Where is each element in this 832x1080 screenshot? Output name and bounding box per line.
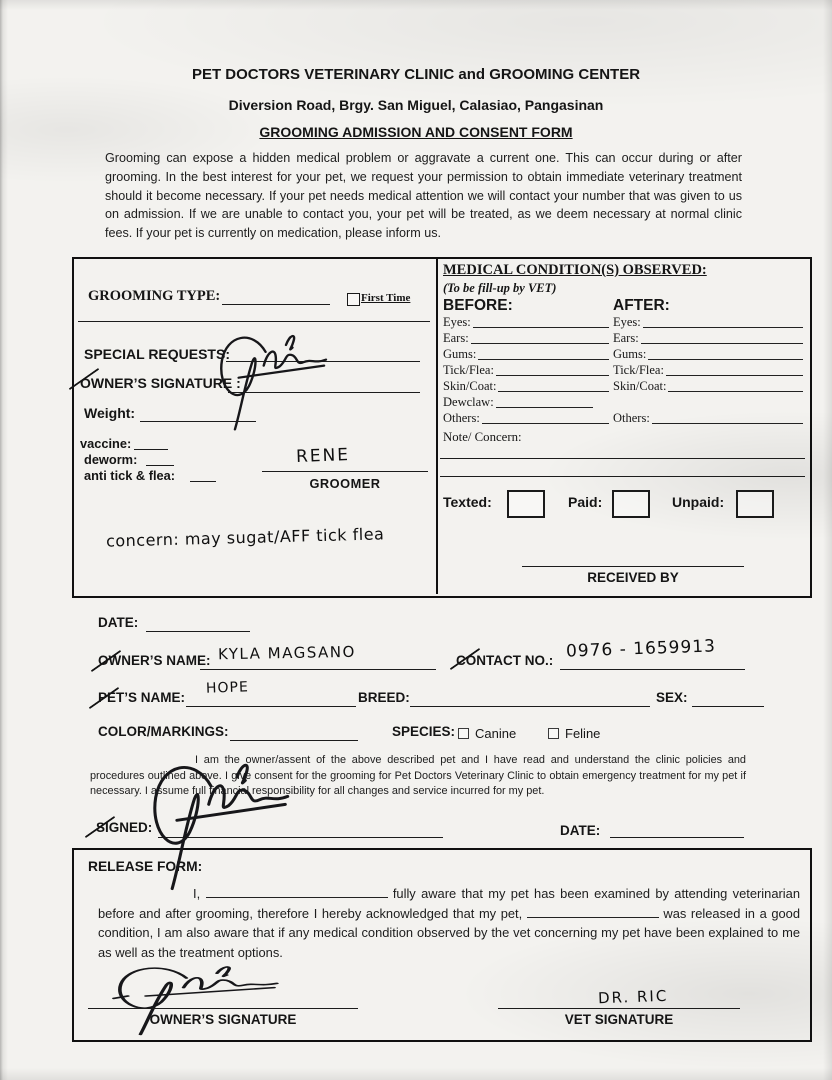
date-line [146,631,250,632]
owner-signature-label: OWNER’S SIGNATURE [149,1012,297,1027]
pets-name-label: PET’S NAME: [98,690,186,705]
release-pet-blank [527,904,659,918]
canine-checkbox [458,728,469,739]
breed-line [410,706,650,707]
paid-checkbox [612,490,650,518]
grooming-type-line2 [78,321,430,322]
signed-signature-handwriting [138,752,303,900]
color-markings-label: COLOR/MARKINGS: [98,724,229,739]
species-option-feline: Feline [548,726,600,741]
anti-tick-flea-label: anti tick & flea: [84,468,176,483]
note-concern-label: Note/ Concern: [443,430,522,444]
signed-label: SIGNED: [96,820,153,835]
species-label: SPECIES: [392,724,456,739]
form-title: GROOMING ADMISSION AND CONSENT FORM [259,124,573,140]
feline-checkbox [548,728,559,739]
owners-name-handwritten: KYLA MAGSANO [217,642,357,664]
after-row-skincoat: Skin/Coat: [613,379,803,394]
before-row-ears: Ears: [443,331,609,346]
first-time-label: First Time [361,292,411,304]
sex-label: SEX: [656,690,688,705]
owners-signature-label: OWNER’S SIGNATURE : [80,375,241,391]
groomer-label: GROOMER [309,476,381,491]
clinic-name: PET DOCTORS VETERINARY CLINIC and GROOMING CENTER [191,66,641,83]
after-row-eyes: Eyes: [613,315,803,330]
note-line-2 [440,476,805,477]
groomer-line [262,471,428,472]
pets-name-handwritten: HOPE [205,679,250,697]
unpaid-label: Unpaid: [672,494,725,510]
medical-title: MEDICAL CONDITION(S) OBSERVED: [443,262,707,278]
weight-line [140,421,256,422]
received-by-line [522,566,744,567]
vaccine-label: vaccine: [80,436,132,451]
after-label: AFTER: [613,297,670,314]
clinic-address: Diversion Road, Brgy. San Miguel, Calasiao, Pangasinan [228,97,604,113]
before-row-eyes: Eyes: [443,315,609,330]
after-row-gums: Gums: [613,347,803,362]
texted-label: Texted: [443,494,492,510]
release-form-paragraph: I, fully aware that my pet has been examined by attending veterinarian before and after grooming, therefore I hereby acknowledged that my pet, was released in a good condition, I am also aware that if any medical condition observed by the vet concerning my pet have been explained to me as well as the treatment options. [98,886,800,960]
owners-name-label: OWNER’S NAME: [98,653,211,668]
contact-no-label: CONTACT NO.: [456,653,554,668]
received-by-label: RECEIVED BY [587,570,679,585]
weight-label: Weight: [84,405,136,421]
date-label: DATE: [98,615,139,630]
intro-paragraph: Grooming can expose a hidden medical problem or aggravate a current one. This can occur during or after grooming. In the best interest for your pet, we request your permission to obtain immediate veterinary treatment should it become necessary. If your pet needs medical attention we will contact your number that was given to us on admission. If we are unable to contact you, your pet will be treated, as we deem necessary at normal clinic fees. If your pet is currently on medication, please inform us. [105,151,742,241]
grooming-type-label: GROOMING TYPE: [88,288,221,304]
grooming-type-line [222,304,330,305]
texted-checkbox [507,490,545,518]
color-markings-line [230,740,358,741]
note-line-1 [440,458,805,459]
contact-no-handwritten: 0976 - 1659913 [565,636,717,662]
before-row-gums: Gums: [443,347,609,362]
special-requests-label: SPECIAL REQUESTS: [84,346,230,362]
after-row-others: Others: [613,411,803,426]
contact-no-line [560,669,745,670]
deworm-label: deworm: [84,452,138,467]
before-row-skincoat: Skin/Coat: [443,379,609,394]
pets-name-line [186,706,356,707]
after-row-tickflea: Tick/Flea: [613,363,803,378]
vaccine-line [134,449,168,450]
groomer-name-handwritten: RENE [295,445,351,467]
deworm-line [146,465,174,466]
unpaid-checkbox [736,490,774,518]
after-row-ears: Ears: [613,331,803,346]
owners-name-line [200,669,436,670]
release-form-title: RELEASE FORM: [88,859,203,874]
medical-subtitle: (To be fill-up by VET) [443,281,557,295]
owner-signature-line [88,1008,358,1009]
first-time-checkbox [347,293,360,306]
anti-tick-flea-line [190,481,216,482]
vet-signature-line [498,1008,740,1009]
before-row-dewclaw: Dewclaw: [443,395,593,410]
signed-date-label: DATE: [560,823,601,838]
vet-signature-label: VET SIGNATURE [564,1012,674,1027]
concern-note-handwritten: concern: may sugat/AFF tick flea [105,524,385,551]
sex-line [692,706,764,707]
paid-label: Paid: [568,494,603,510]
admission-box-divider [436,257,438,594]
breed-label: BREED: [358,690,410,705]
before-label: BEFORE: [443,297,513,314]
vet-signature-handwritten: DR. RIC [597,986,669,1008]
before-row-tickflea: Tick/Flea: [443,363,609,378]
consent-paragraph: I am the owner/assent of the above described pet and I have read and understand the clinic policies and procedures outlined above. I give consent for the grooming for Pet Doctors Veterinary Clinic to obtain emergency treatment for my pet if necessary. I assume full financial responsibility for all changes and service incurred for my pet. [90,754,746,798]
species-option-canine: Canine [458,726,516,741]
before-row-others: Others: [443,411,609,426]
signed-date-line [610,837,744,838]
